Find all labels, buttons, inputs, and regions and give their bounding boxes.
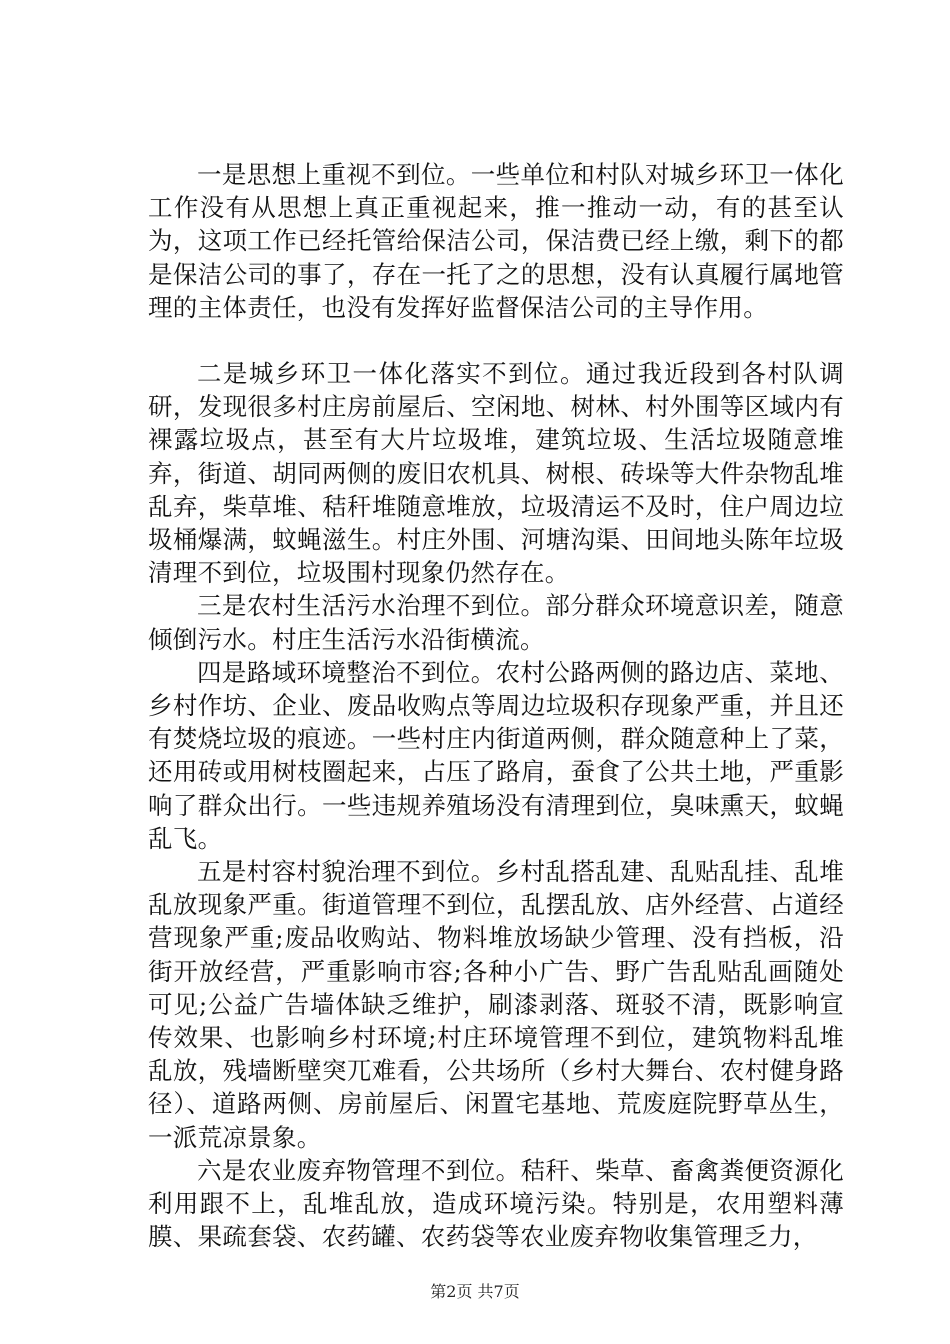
document-body xyxy=(148,158,844,1254)
paragraph-2: 二是城乡环卫一体化落实不到位。通过我近段到各村队调研，发现很多村庄房前屋后、空闲地、树林、村外围等区域内有裸露垃圾点，甚至有大片垃圾堆，建筑垃圾、生活垃圾随意堆弃，街道、胡同两侧的废旧农机具、树根、砖垛等大件杂物乱堆乱弃，柴草堆、秸秆堆随意堆放，垃圾清运不及时，住户周边垃圾桶爆满，蚊蝇滋生。村庄外围、河塘沟渠、田间地头陈年垃圾清理不到位，垃圾围村现象仍然存在。 xyxy=(148,359,844,588)
paragraph-6: 六是农业废弃物管理不到位。秸秆、柴草、畜禽粪便资源化利用跟不上，乱堆乱放，造成环境污染。特别是，农用塑料薄膜、果疏套袋、农药罐、农药袋等农业废弃物收集管理乏力， xyxy=(148,1155,844,1252)
paragraph-1: 一是思想上重视不到位。一些单位和村队对城乡环卫一体化工作没有从思想上真正重视起来，推一推动一动，有的甚至认为，这项工作已经托管给保洁公司，保洁费已经上缴，剩下的都是保洁公司的事了，存在一托了之的思想，没有认真履行属地管理的主体责任，也没有发挥好监督保洁公司的主导作用。 xyxy=(148,160,844,322)
paragraph-5: 五是村容村貌治理不到位。乡村乱搭乱建、乱贴乱挂、乱堆乱放现象严重。街道管理不到位，乱摆乱放、店外经营、占道经营现象严重;废品收购站、物料堆放场缺少管理、没有挡板，沿街开放经营，严重影响市容;各种小广告、野广告乱贴乱画随处可见;公益广告墙体缺乏维护，刷漆剥落、斑驳不清，既影响宣传效果、也影响乡村环境;村庄环境管理不到位，建筑物料乱堆乱放，残墙断壁突兀难看，公共场所（乡村大舞台、农村健身路径）、道路两侧、房前屋后、闲置宅基地、荒废庭院野草丛生，一派荒凉景象。 xyxy=(148,857,844,1152)
page-number-footer: 第2页 共7页 xyxy=(430,1282,520,1301)
paragraph-4: 四是路域环境整治不到位。农村公路两侧的路边店、菜地、乡村作坊、企业、废品收购点等周边垃圾积存现象严重，并且还有焚烧垃圾的痕迹。一些村庄内街道两侧，群众随意种上了菜，还用砖或用树枝圈起来，占压了路肩，蚕食了公共土地，严重影响了群众出行。一些违规养殖场没有清理到位，臭味熏天，蚊蝇乱飞。 xyxy=(148,657,844,853)
paragraph-3: 三是农村生活污水治理不到位。部分群众环境意识差，随意倾倒污水。村庄生活污水沿街横流。 xyxy=(148,591,844,654)
paragraph-spacer xyxy=(148,324,844,357)
